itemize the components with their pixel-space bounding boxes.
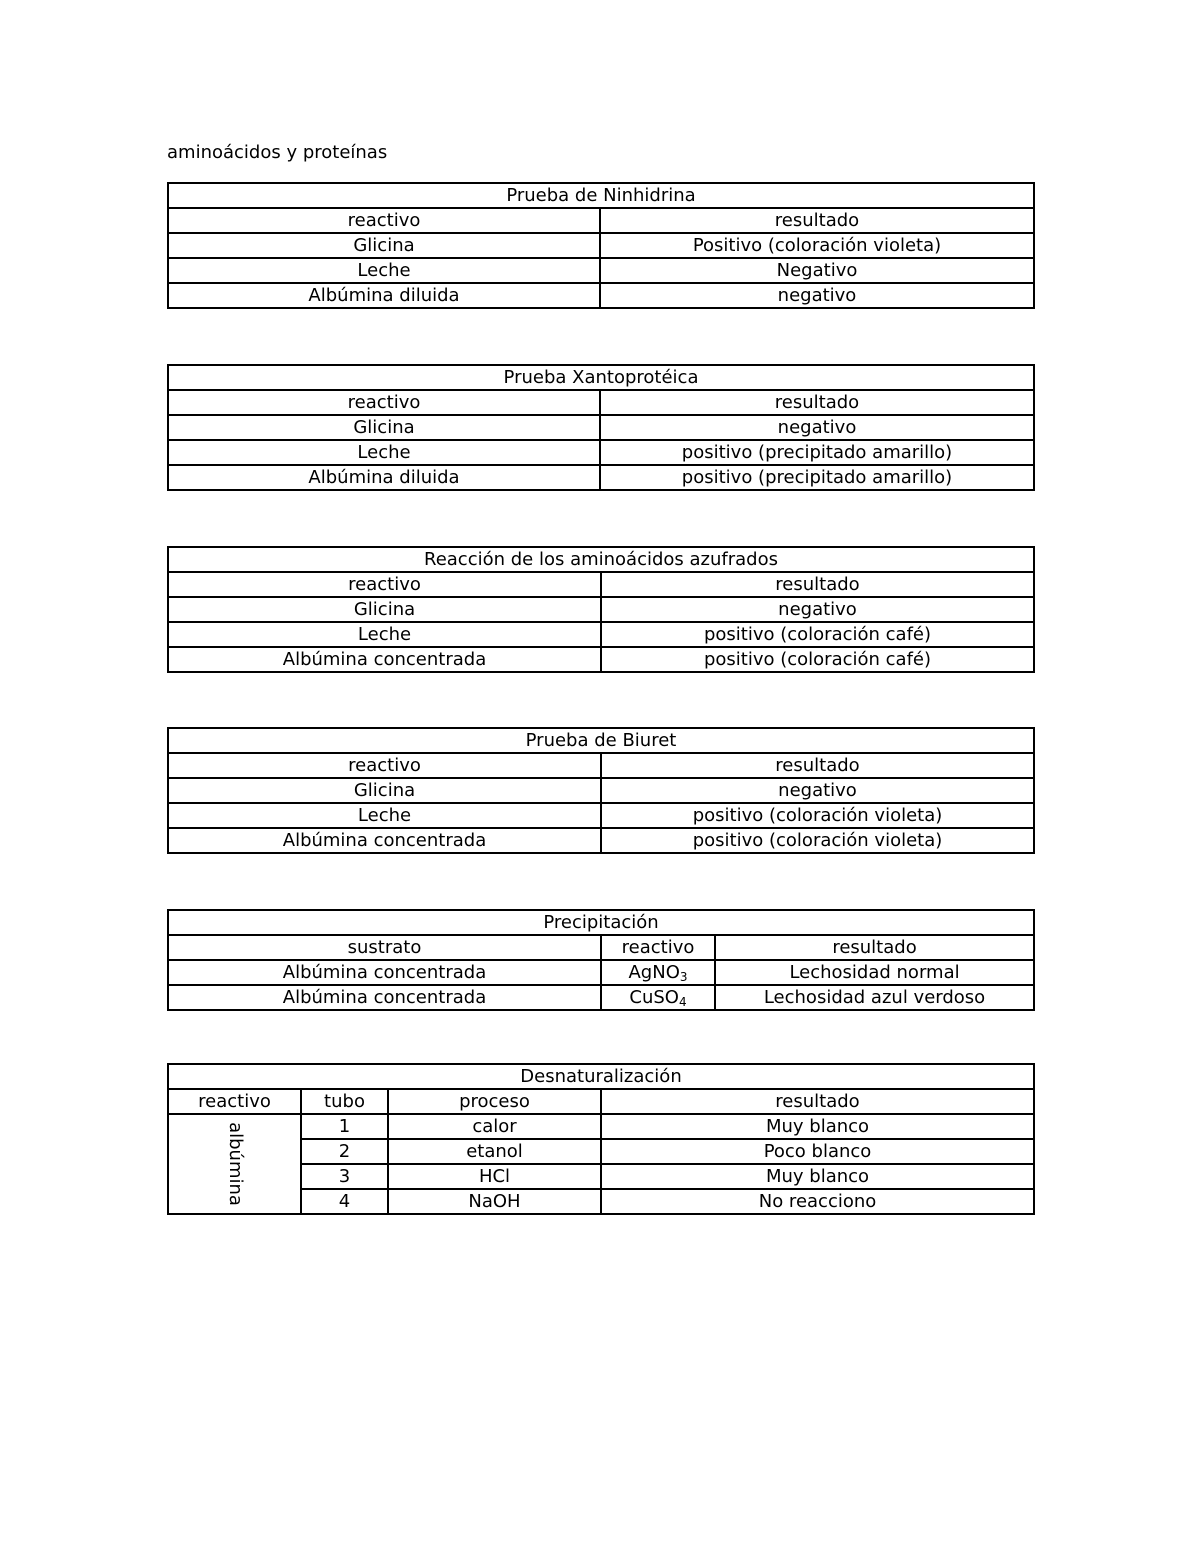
column-header: resultado: [601, 753, 1034, 778]
column-header: reactivo: [168, 572, 601, 597]
reactivo-vertical-label: albúmina: [224, 1122, 246, 1206]
table-title: Desnaturalización: [168, 1064, 1034, 1089]
tubo-cell: 4: [301, 1189, 388, 1214]
xantoproteica-table: [167, 364, 1035, 491]
formula-base: CuSO: [629, 986, 679, 1008]
reactivo-cell: [601, 985, 715, 1010]
tubo-cell: 2: [301, 1139, 388, 1164]
resultado-cell: positivo (coloración violeta): [601, 828, 1034, 853]
column-header: sustrato: [168, 935, 601, 960]
resultado-cell: negativo: [600, 415, 1034, 440]
column-header: resultado: [600, 390, 1034, 415]
table-row: [168, 233, 1034, 258]
resultado-cell: positivo (coloración café): [601, 647, 1034, 672]
reactivo-cell: Glicina: [168, 597, 601, 622]
proceso-cell: etanol: [388, 1139, 601, 1164]
table-row: [168, 465, 1034, 490]
column-header: resultado: [715, 935, 1034, 960]
table-title: Prueba de Biuret: [168, 728, 1034, 753]
column-header: reactivo: [168, 753, 601, 778]
precipitacion-table: [167, 909, 1035, 1011]
table-row: [168, 985, 1034, 1010]
azufrados-table: [167, 546, 1035, 673]
column-header: proceso: [388, 1089, 601, 1114]
table-title: Reacción de los aminoácidos azufrados: [168, 547, 1034, 572]
table-row: [168, 597, 1034, 622]
resultado-cell: negativo: [600, 283, 1034, 308]
reactivo-cell: [601, 960, 715, 985]
table-row: [168, 258, 1034, 283]
reactivo-cell: Albúmina diluida: [168, 465, 600, 490]
desnaturalizacion-table: [167, 1063, 1035, 1215]
table-row: [168, 960, 1034, 985]
resultado-cell: positivo (precipitado amarillo): [600, 440, 1034, 465]
resultado-cell: Positivo (coloración violeta): [600, 233, 1034, 258]
resultado-cell: positivo (precipitado amarillo): [600, 465, 1034, 490]
reactivo-cell: Leche: [168, 803, 601, 828]
resultado-cell: negativo: [601, 597, 1034, 622]
reactivo-cell: Leche: [168, 440, 600, 465]
biuret-table: [167, 727, 1035, 854]
reactivo-cell: Albúmina concentrada: [168, 647, 601, 672]
reactivo-cell: Leche: [168, 622, 601, 647]
column-header: reactivo: [168, 1089, 301, 1114]
column-header: reactivo: [601, 935, 715, 960]
table-row: [168, 778, 1034, 803]
reactivo-merged-cell: [168, 1114, 301, 1214]
proceso-cell: NaOH: [388, 1189, 601, 1214]
reactivo-cell: Albúmina diluida: [168, 283, 600, 308]
reactivo-cell: Glicina: [168, 415, 600, 440]
tubo-cell: 1: [301, 1114, 388, 1139]
sustrato-cell: Albúmina concentrada: [168, 960, 601, 985]
table-row: [168, 828, 1034, 853]
column-header: resultado: [600, 208, 1034, 233]
reactivo-cell: Albúmina concentrada: [168, 828, 601, 853]
sustrato-cell: Albúmina concentrada: [168, 985, 601, 1010]
column-header: resultado: [601, 572, 1034, 597]
resultado-cell: negativo: [601, 778, 1034, 803]
resultado-cell: positivo (coloración violeta): [601, 803, 1034, 828]
reactivo-cell: Glicina: [168, 233, 600, 258]
ninhidrina-table: [167, 182, 1035, 309]
resultado-cell: Lechosidad azul verdoso: [715, 985, 1034, 1010]
table-row: [168, 622, 1034, 647]
resultado-cell: Lechosidad normal: [715, 960, 1034, 985]
proceso-cell: HCl: [388, 1164, 601, 1189]
table-title: Prueba de Ninhidrina: [168, 183, 1034, 208]
resultado-cell: Negativo: [600, 258, 1034, 283]
table-row: [168, 1114, 1034, 1139]
column-header: reactivo: [168, 390, 600, 415]
table-title: Precipitación: [168, 910, 1034, 935]
reactivo-cell: Leche: [168, 258, 600, 283]
resultado-cell: Poco blanco: [601, 1139, 1034, 1164]
column-header: reactivo: [168, 208, 600, 233]
column-header: tubo: [301, 1089, 388, 1114]
table-row: [168, 283, 1034, 308]
resultado-cell: No reacciono: [601, 1189, 1034, 1214]
proceso-cell: calor: [388, 1114, 601, 1139]
reactivo-cell: Glicina: [168, 778, 601, 803]
formula-base: AgNO: [628, 961, 680, 983]
resultado-cell: Muy blanco: [601, 1164, 1034, 1189]
table-row: [168, 803, 1034, 828]
table-row: [168, 647, 1034, 672]
resultado-cell: positivo (coloración café): [601, 622, 1034, 647]
table-row: [168, 415, 1034, 440]
column-header: resultado: [601, 1089, 1034, 1114]
tubo-cell: 3: [301, 1164, 388, 1189]
formula-subscript: 4: [678, 994, 687, 1009]
page-heading: aminoácidos y proteínas: [167, 142, 388, 163]
resultado-cell: Muy blanco: [601, 1114, 1034, 1139]
table-row: [168, 440, 1034, 465]
table-title: Prueba Xantoprotéica: [168, 365, 1034, 390]
formula-subscript: 3: [679, 969, 688, 984]
